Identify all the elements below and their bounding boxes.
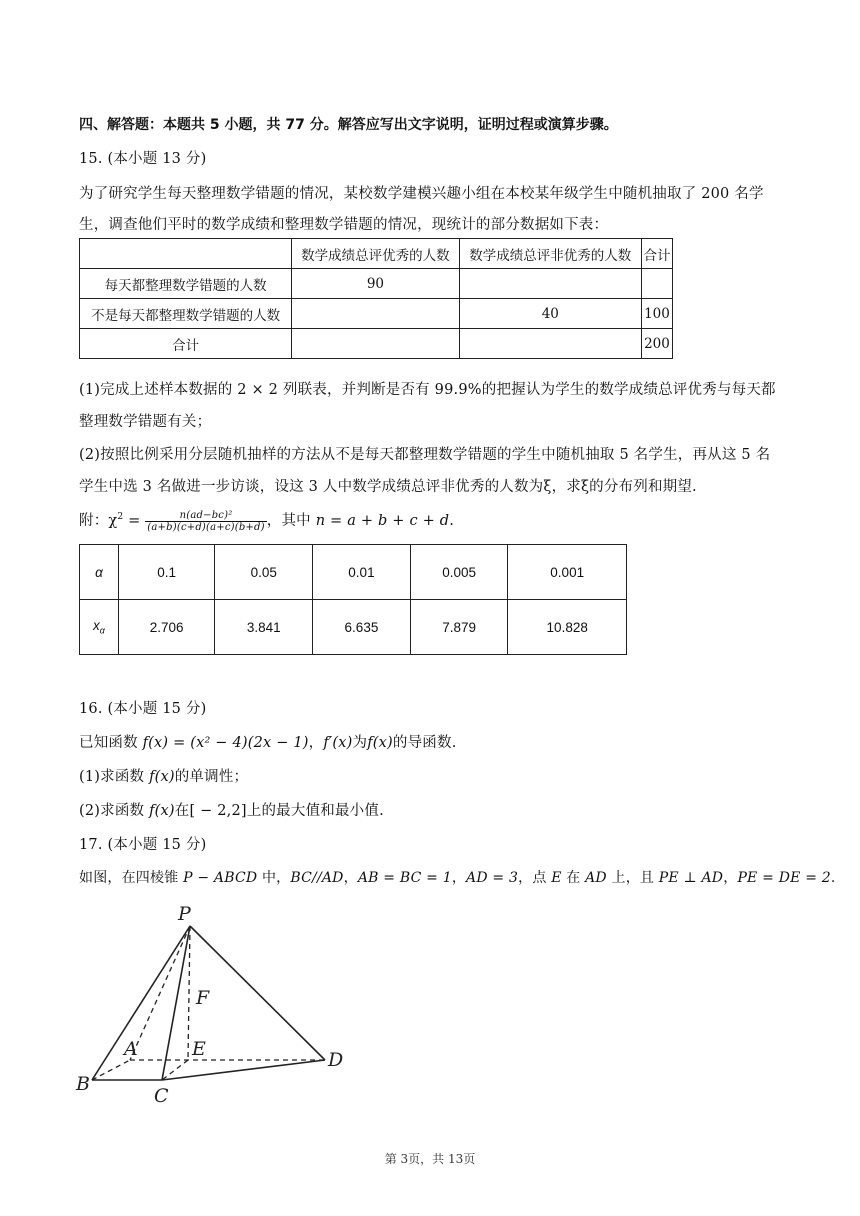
q15-part2-line1: (2)按照比例采用分层随机抽样的方法从不是每天都整理数学错题的学生中随机抽取 5 名学生，再从这 5 名	[79, 447, 771, 463]
formula-n-def: n = a + b + c + d	[315, 513, 450, 529]
formula-fraction	[145, 510, 266, 533]
text: 的单调性；	[174, 769, 249, 785]
table-cell	[641, 269, 672, 299]
table-row	[80, 269, 673, 299]
math: PE ⊥ AD	[658, 870, 724, 886]
table-cell: 10.828	[508, 600, 627, 655]
table-row	[80, 329, 673, 359]
fraction-numerator: n(ad−bc)²	[145, 510, 266, 522]
math: E	[551, 870, 562, 886]
text: ，	[451, 870, 467, 886]
q15-intro-line2: 生，调查他们平时的数学成绩和整理数学错题的情况，现统计的部分数据如下表：	[79, 217, 609, 233]
table-cell	[80, 239, 292, 269]
table-cell: 0.001	[508, 545, 627, 600]
label-p: P	[178, 903, 191, 925]
math: f(x)	[149, 769, 175, 785]
text: (1)求函数	[79, 769, 150, 785]
text: 已知函数	[79, 735, 143, 751]
text: 在	[174, 803, 190, 819]
chi-square-formula	[79, 509, 454, 533]
label-f: F	[196, 987, 210, 1009]
formula-sup: 2	[117, 512, 124, 523]
text: 为	[352, 735, 368, 751]
q16-part2	[79, 799, 384, 820]
table-header-cell: 合计	[641, 239, 672, 269]
x-label-cell	[80, 600, 119, 655]
table-cell: 0.05	[215, 545, 313, 600]
table-cell: 不是每天都整理数学错题的人数	[80, 299, 292, 329]
table-row	[80, 600, 627, 655]
edge-cd	[162, 1060, 325, 1080]
table-header-cell: 数学成绩总评非优秀的人数	[459, 239, 641, 269]
table-cell	[292, 299, 459, 329]
table-cell: 2.706	[118, 600, 215, 655]
table-cell: 每天都整理数学错题的人数	[80, 269, 292, 299]
pyramid-figure	[70, 900, 370, 1110]
table-row	[80, 299, 673, 329]
formula-eq: =	[123, 513, 146, 529]
math: AD	[585, 870, 607, 886]
table-cell: 7.879	[410, 600, 508, 655]
table-cell: 合计	[80, 329, 292, 359]
math: f(x)	[367, 735, 393, 751]
table-cell: 3.841	[215, 600, 313, 655]
table-cell: 100	[641, 299, 672, 329]
table-cell: 40	[459, 299, 641, 329]
table-cell	[459, 329, 641, 359]
text: ，	[308, 735, 324, 751]
label-b: B	[76, 1073, 90, 1095]
q16-line1	[79, 731, 457, 752]
table-cell	[459, 269, 641, 299]
math: f′(x)	[323, 735, 353, 751]
formula-suffix-text: ，其中	[266, 513, 316, 529]
table-cell: 0.005	[410, 545, 508, 600]
math: AB = BC = 1	[357, 870, 452, 886]
table-cell: 0.1	[118, 545, 215, 600]
fraction-denominator: (a+b)(c+d)(a+c)(b+d)	[147, 521, 265, 533]
table-cell	[292, 329, 459, 359]
text: ，	[723, 870, 738, 886]
edge-pa-hidden	[130, 926, 190, 1060]
text: ，	[343, 870, 358, 886]
text: 的导函数.	[392, 735, 457, 751]
text: 上的最大值和最小值.	[246, 803, 384, 819]
label-c: C	[154, 1085, 169, 1107]
label-a: A	[124, 1038, 138, 1060]
x-label: x	[92, 618, 100, 634]
text: ，点	[518, 870, 552, 886]
text: 如图，在四棱锥	[79, 870, 184, 886]
edge-pd	[190, 926, 325, 1060]
table-header-cell: 数学成绩总评优秀的人数	[292, 239, 459, 269]
table-cell: 6.635	[313, 600, 411, 655]
math: AD = 3	[466, 870, 519, 886]
critical-value-table	[79, 544, 627, 655]
formula-end: .	[449, 513, 455, 529]
q16-part1	[79, 765, 248, 786]
label-d: D	[328, 1049, 344, 1071]
page-footer: 第 3页，共 13页	[384, 1152, 476, 1166]
q15-intro-line1: 为了研究学生每天整理数学错题的情况，某校数学建模兴趣小组在本校某年级学生中随机抽取了 200 名学	[79, 186, 764, 202]
section-heading: 四、解答题：本题共 5 小题，共 77 分。解答应写出文字说明，证明过程或演算步骤。	[79, 117, 618, 133]
q15-part2-line2: 学生中选 3 名做进一步访谈，设这 3 人中数学成绩总评非优秀的人数为ξ，求ξ的分布列和期望.	[79, 479, 697, 495]
table-cell: 200	[641, 329, 672, 359]
q15-title: 15. (本小题 13 分)	[79, 151, 207, 167]
text: (2)求函数	[79, 803, 150, 819]
text: 上，且	[606, 870, 659, 886]
table-header-row	[80, 239, 673, 269]
label-e: E	[192, 1038, 206, 1060]
math: BC//AD	[290, 870, 344, 886]
q16-title: 16. (本小题 15 分)	[79, 701, 207, 717]
math: P − ABCD	[183, 870, 258, 886]
math: f(x) = (x² − 4)(2x − 1)	[142, 735, 309, 751]
text: 在	[561, 870, 586, 886]
q17-title: 17. (本小题 15 分)	[79, 837, 207, 853]
table-cell: 90	[292, 269, 459, 299]
math: f(x)	[149, 803, 175, 819]
q15-part1-line1: (1)完成上述样本数据的 2 × 2 列联表，并判断是否有 99.9%的把握认为学生的数学成绩总评优秀与每天都	[79, 382, 776, 398]
math: PE = DE = 2	[737, 870, 831, 886]
q15-part1-line2: 整理数学错题有关；	[79, 414, 212, 430]
contingency-table	[79, 238, 673, 359]
text: 中，	[257, 870, 291, 886]
edge-pe-hidden	[188, 926, 190, 1060]
table-cell: 0.01	[313, 545, 411, 600]
formula-prefix: 附：χ	[79, 513, 118, 529]
x-label-sub: α	[99, 625, 105, 636]
text: .	[830, 870, 836, 886]
alpha-label-cell: α	[80, 545, 119, 600]
q17-line1	[79, 867, 836, 887]
math: [ − 2,2]	[189, 803, 247, 819]
table-row	[80, 545, 627, 600]
